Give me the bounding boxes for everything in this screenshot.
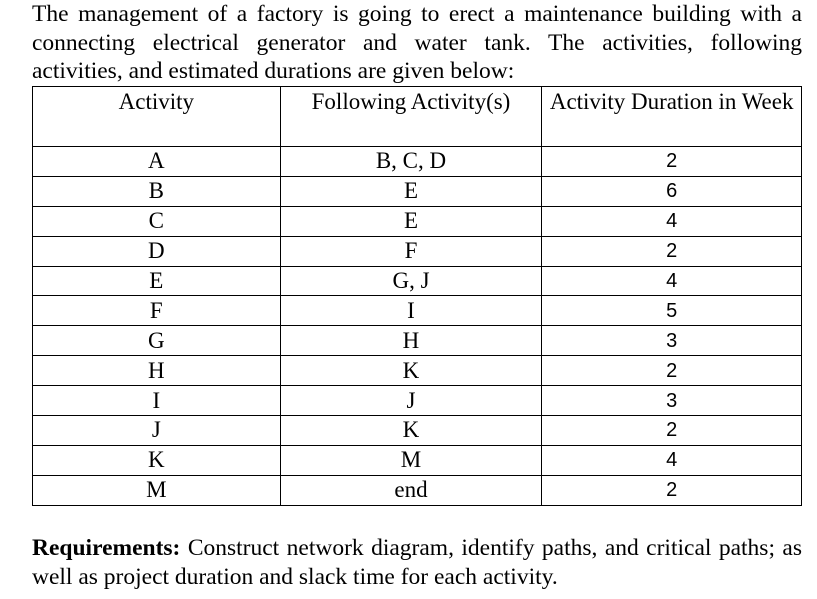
duration-cell: 2 <box>542 236 802 266</box>
duration-cell: 2 <box>542 356 802 386</box>
activity-cell: G <box>33 326 281 356</box>
table-row <box>33 147 802 177</box>
following-cell: K <box>280 356 542 386</box>
following-cell: end <box>280 475 542 505</box>
following-cell: B, C, D <box>280 147 542 177</box>
activity-cell: H <box>33 356 281 386</box>
following-cell: E <box>280 206 542 236</box>
following-cell: H <box>280 326 542 356</box>
table-row <box>33 266 802 296</box>
table-row <box>33 445 802 475</box>
table-row <box>33 356 802 386</box>
header-duration: Activity Duration in Week <box>542 87 802 147</box>
requirements-paragraph <box>32 534 802 592</box>
table-row <box>33 176 802 206</box>
activity-cell: M <box>33 475 281 505</box>
following-cell: M <box>280 445 542 475</box>
following-cell: J <box>280 386 542 416</box>
following-cell: G, J <box>280 266 542 296</box>
duration-cell: 5 <box>542 296 802 326</box>
activity-cell: J <box>33 416 281 446</box>
activity-cell: E <box>33 266 281 296</box>
duration-cell: 4 <box>542 445 802 475</box>
activity-cell: A <box>33 147 281 177</box>
following-cell: E <box>280 176 542 206</box>
table-row <box>33 296 802 326</box>
table-row <box>33 236 802 266</box>
activity-cell: I <box>33 386 281 416</box>
requirements-label: Requirements: <box>32 535 181 561</box>
requirements-text: Construct network diagram, identify paths, and critical paths; as well as project duration and slack time for each activity. <box>32 535 802 590</box>
duration-cell: 2 <box>542 147 802 177</box>
following-cell: F <box>280 236 542 266</box>
duration-cell: 2 <box>542 416 802 446</box>
duration-cell: 4 <box>542 206 802 236</box>
header-following: Following Activity(s) <box>280 87 542 147</box>
following-cell: K <box>280 416 542 446</box>
activity-cell: C <box>33 206 281 236</box>
duration-cell: 2 <box>542 475 802 505</box>
activity-table <box>32 86 802 506</box>
activity-cell: B <box>33 176 281 206</box>
table-row <box>33 475 802 505</box>
header-activity: Activity <box>33 87 281 147</box>
activity-cell: K <box>33 445 281 475</box>
table-row <box>33 326 802 356</box>
table-row <box>33 206 802 236</box>
activity-cell: D <box>33 236 281 266</box>
duration-cell: 3 <box>542 326 802 356</box>
intro-paragraph: The management of a factory is going to erect a maintenance building with a connecting electrical generator and water tank. The activities, following activities, and estimated durations are given below: <box>32 1 802 84</box>
duration-cell: 3 <box>542 386 802 416</box>
table-row <box>33 386 802 416</box>
duration-cell: 4 <box>542 266 802 296</box>
following-cell: I <box>280 296 542 326</box>
activity-cell: F <box>33 296 281 326</box>
table-header-row <box>33 87 802 147</box>
duration-cell: 6 <box>542 176 802 206</box>
table-row <box>33 416 802 446</box>
